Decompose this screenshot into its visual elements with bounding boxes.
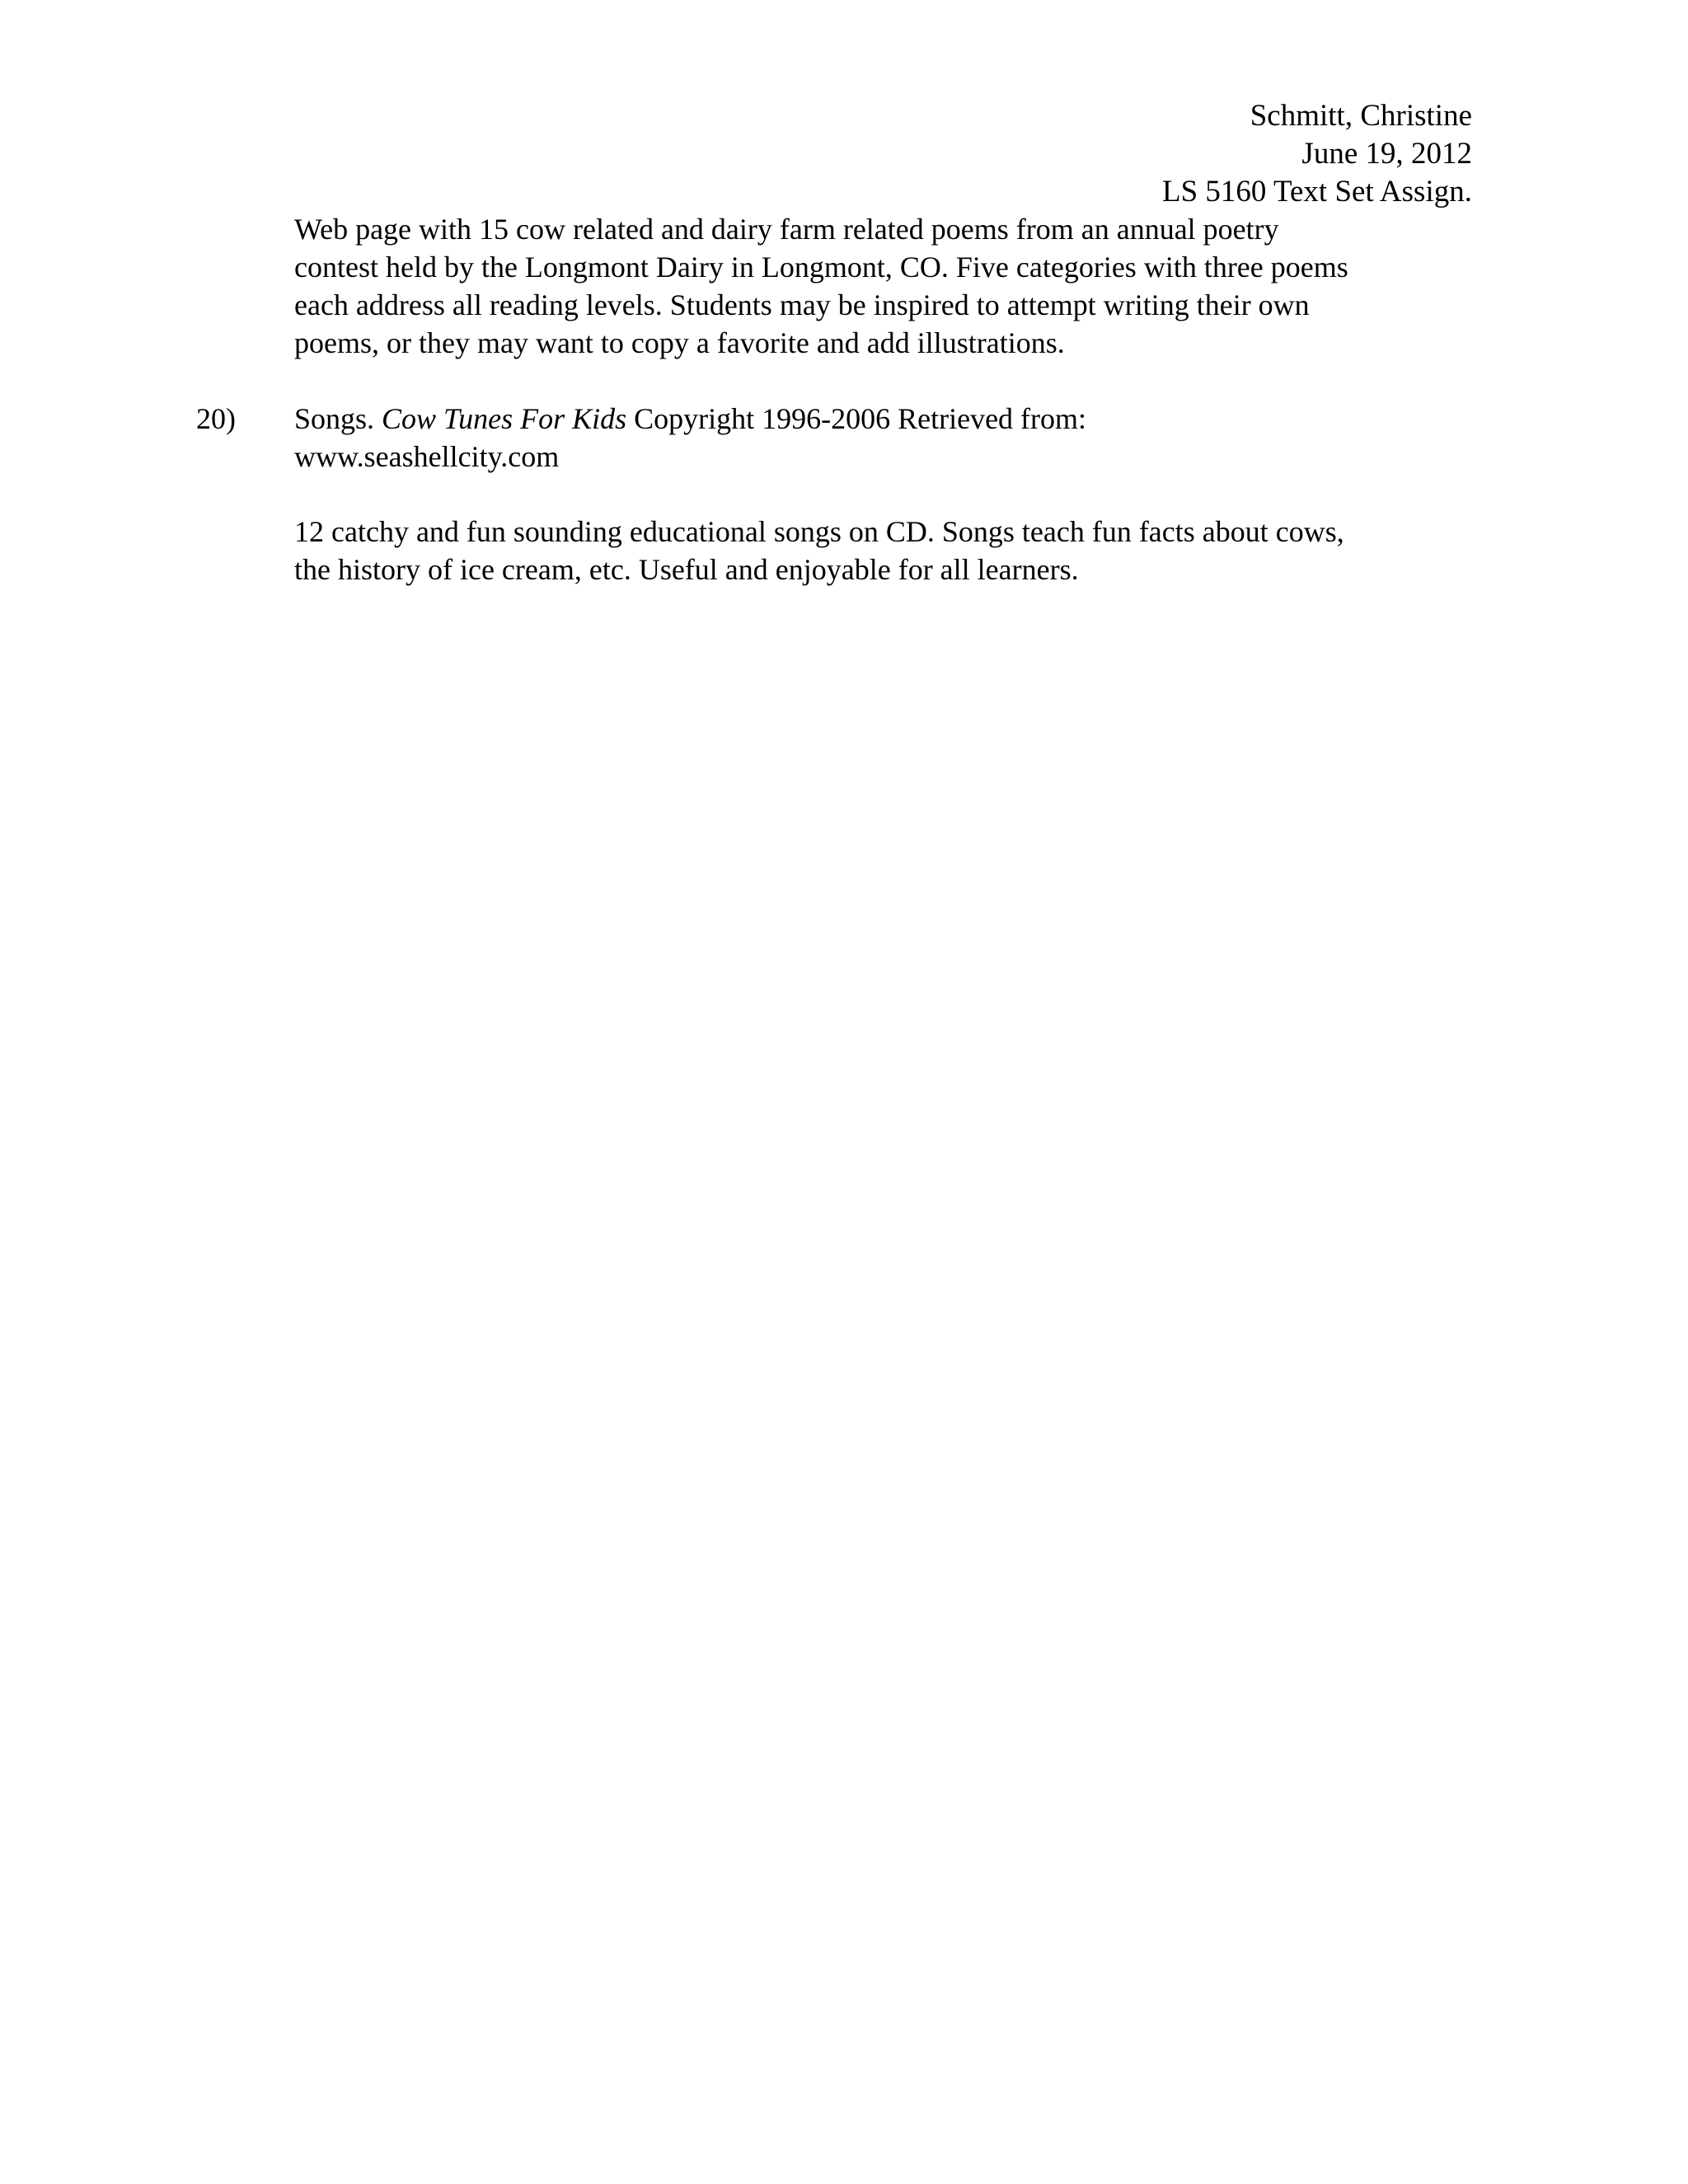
entry-citation: [294, 400, 1086, 476]
citation-line: [294, 400, 1086, 438]
annotation-line: 12 catchy and fun sounding educational songs on CD. Songs teach fun facts about cows,: [294, 515, 1344, 548]
paragraph-line: contest held by the Longmont Dairy in Longmont, CO. Five categories with three poems: [294, 251, 1348, 284]
paragraph-line: each address all reading levels. Students may be inspired to attempt writing their own: [294, 288, 1310, 321]
citation-suffix: Copyright 1996-2006 Retrieved from:: [626, 402, 1087, 435]
entry-number: 20): [196, 402, 236, 435]
paragraph-line: Web page with 15 cow related and dairy farm related poems from an annual poetry: [294, 213, 1279, 246]
entry-annotation: [294, 513, 1344, 588]
annotation-line: the history of ice cream, etc. Useful and enjoyable for all learners.: [294, 553, 1079, 586]
header-date: June 19, 2012: [1301, 137, 1472, 171]
intro-annotation-paragraph: [294, 210, 1348, 362]
author-name: Schmitt, Christine: [1250, 99, 1472, 133]
paragraph-line: poems, or they may want to copy a favorite and add illustrations.: [294, 326, 1065, 359]
course-assignment: LS 5160 Text Set Assign.: [1161, 175, 1472, 209]
page-header: [1162, 97, 1472, 211]
citation-prefix: Songs.: [294, 402, 382, 435]
citation-title: Cow Tunes For Kids: [382, 402, 627, 435]
citation-url: www.seashellcity.com: [294, 440, 560, 473]
